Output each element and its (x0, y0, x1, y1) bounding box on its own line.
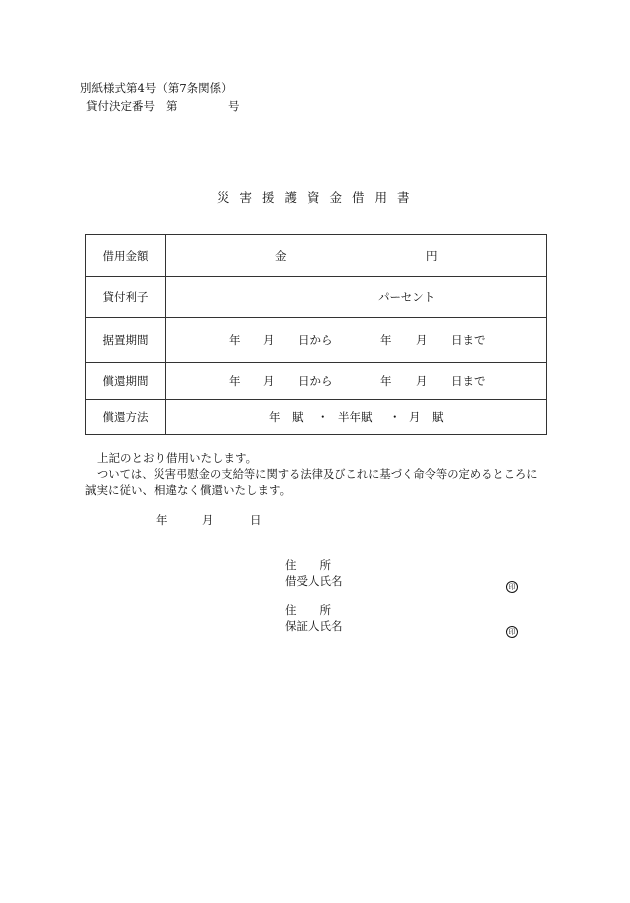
repayment-period-label: 償還期間 (86, 363, 166, 400)
table-row-interest (86, 277, 547, 318)
form-reference: 別紙様式第4号（第7条関係） (80, 81, 233, 95)
document-title: 災害援護資金借用書 (217, 190, 420, 205)
repayment-from-month: 月 (263, 374, 275, 388)
borrower-seal-icon (506, 574, 518, 593)
deferment-to-year: 年 (380, 333, 392, 347)
loan-number-suffix: 号 (228, 99, 240, 113)
deferment-label: 据置期間 (86, 318, 166, 363)
body-line-3: 誠実に従い、相違なく償還いたします。 (85, 483, 292, 497)
guarantor-seal-icon (506, 619, 518, 638)
interest-unit: パーセント (378, 290, 436, 304)
deferment-value[interactable] (166, 318, 547, 363)
method-annual: 年 賦 (269, 410, 304, 424)
repayment-to-day: 日まで (451, 374, 486, 388)
method-separator-1: ・ (317, 410, 329, 424)
body-line-2: ついては、災害弔慰金の支給等に関する法律及びこれに基づく命令等の定めるところに (97, 468, 538, 481)
interest-value[interactable] (166, 277, 547, 318)
repayment-to-year: 年 (380, 374, 392, 388)
repayment-method-label: 償還方法 (86, 400, 166, 435)
amount-prefix: 金 (275, 248, 287, 263)
method-monthly: 月 賦 (409, 410, 444, 424)
repayment-method-value[interactable] (166, 400, 547, 435)
date-month: 月 (202, 513, 214, 527)
repayment-from-year: 年 (229, 374, 241, 388)
borrower-name-label: 借受人氏名 (285, 574, 343, 588)
repayment-from-day: 日から (298, 374, 333, 388)
loan-number-label: 貸付決定番号 (86, 99, 155, 113)
amount-unit: 円 (426, 248, 438, 263)
table-row-repayment-period (86, 363, 547, 400)
table-row-repayment-method (86, 400, 547, 435)
guarantor-seal-text: 印 (506, 626, 518, 638)
deferment-from-year: 年 (229, 333, 241, 347)
guarantor-name-label: 保証人氏名 (285, 619, 343, 633)
table-row-deferment (86, 318, 547, 363)
borrower-address-label: 住 所 (285, 558, 331, 572)
deferment-to-day: 日まで (451, 333, 486, 347)
method-semiannual: 半年賦 (338, 410, 373, 424)
table-row-amount (86, 235, 547, 277)
deferment-from-month: 月 (263, 333, 275, 347)
loan-terms-table (85, 234, 547, 435)
method-separator-2: ・ (389, 410, 401, 424)
repayment-to-month: 月 (416, 374, 428, 388)
date-year: 年 (156, 513, 168, 527)
loan-number-prefix: 第 (166, 99, 178, 113)
amount-label: 借用金額 (86, 235, 166, 277)
repayment-period-value[interactable] (166, 363, 547, 400)
borrower-seal-text: 印 (506, 581, 518, 593)
amount-value[interactable] (166, 235, 547, 277)
body-line-1: 上記のとおり借用いたします。 (97, 451, 258, 465)
date-day: 日 (250, 513, 262, 527)
deferment-from-day: 日から (298, 333, 333, 347)
guarantor-address-label: 住 所 (285, 603, 331, 617)
interest-label: 貸付利子 (86, 277, 166, 318)
deferment-to-month: 月 (416, 333, 428, 347)
